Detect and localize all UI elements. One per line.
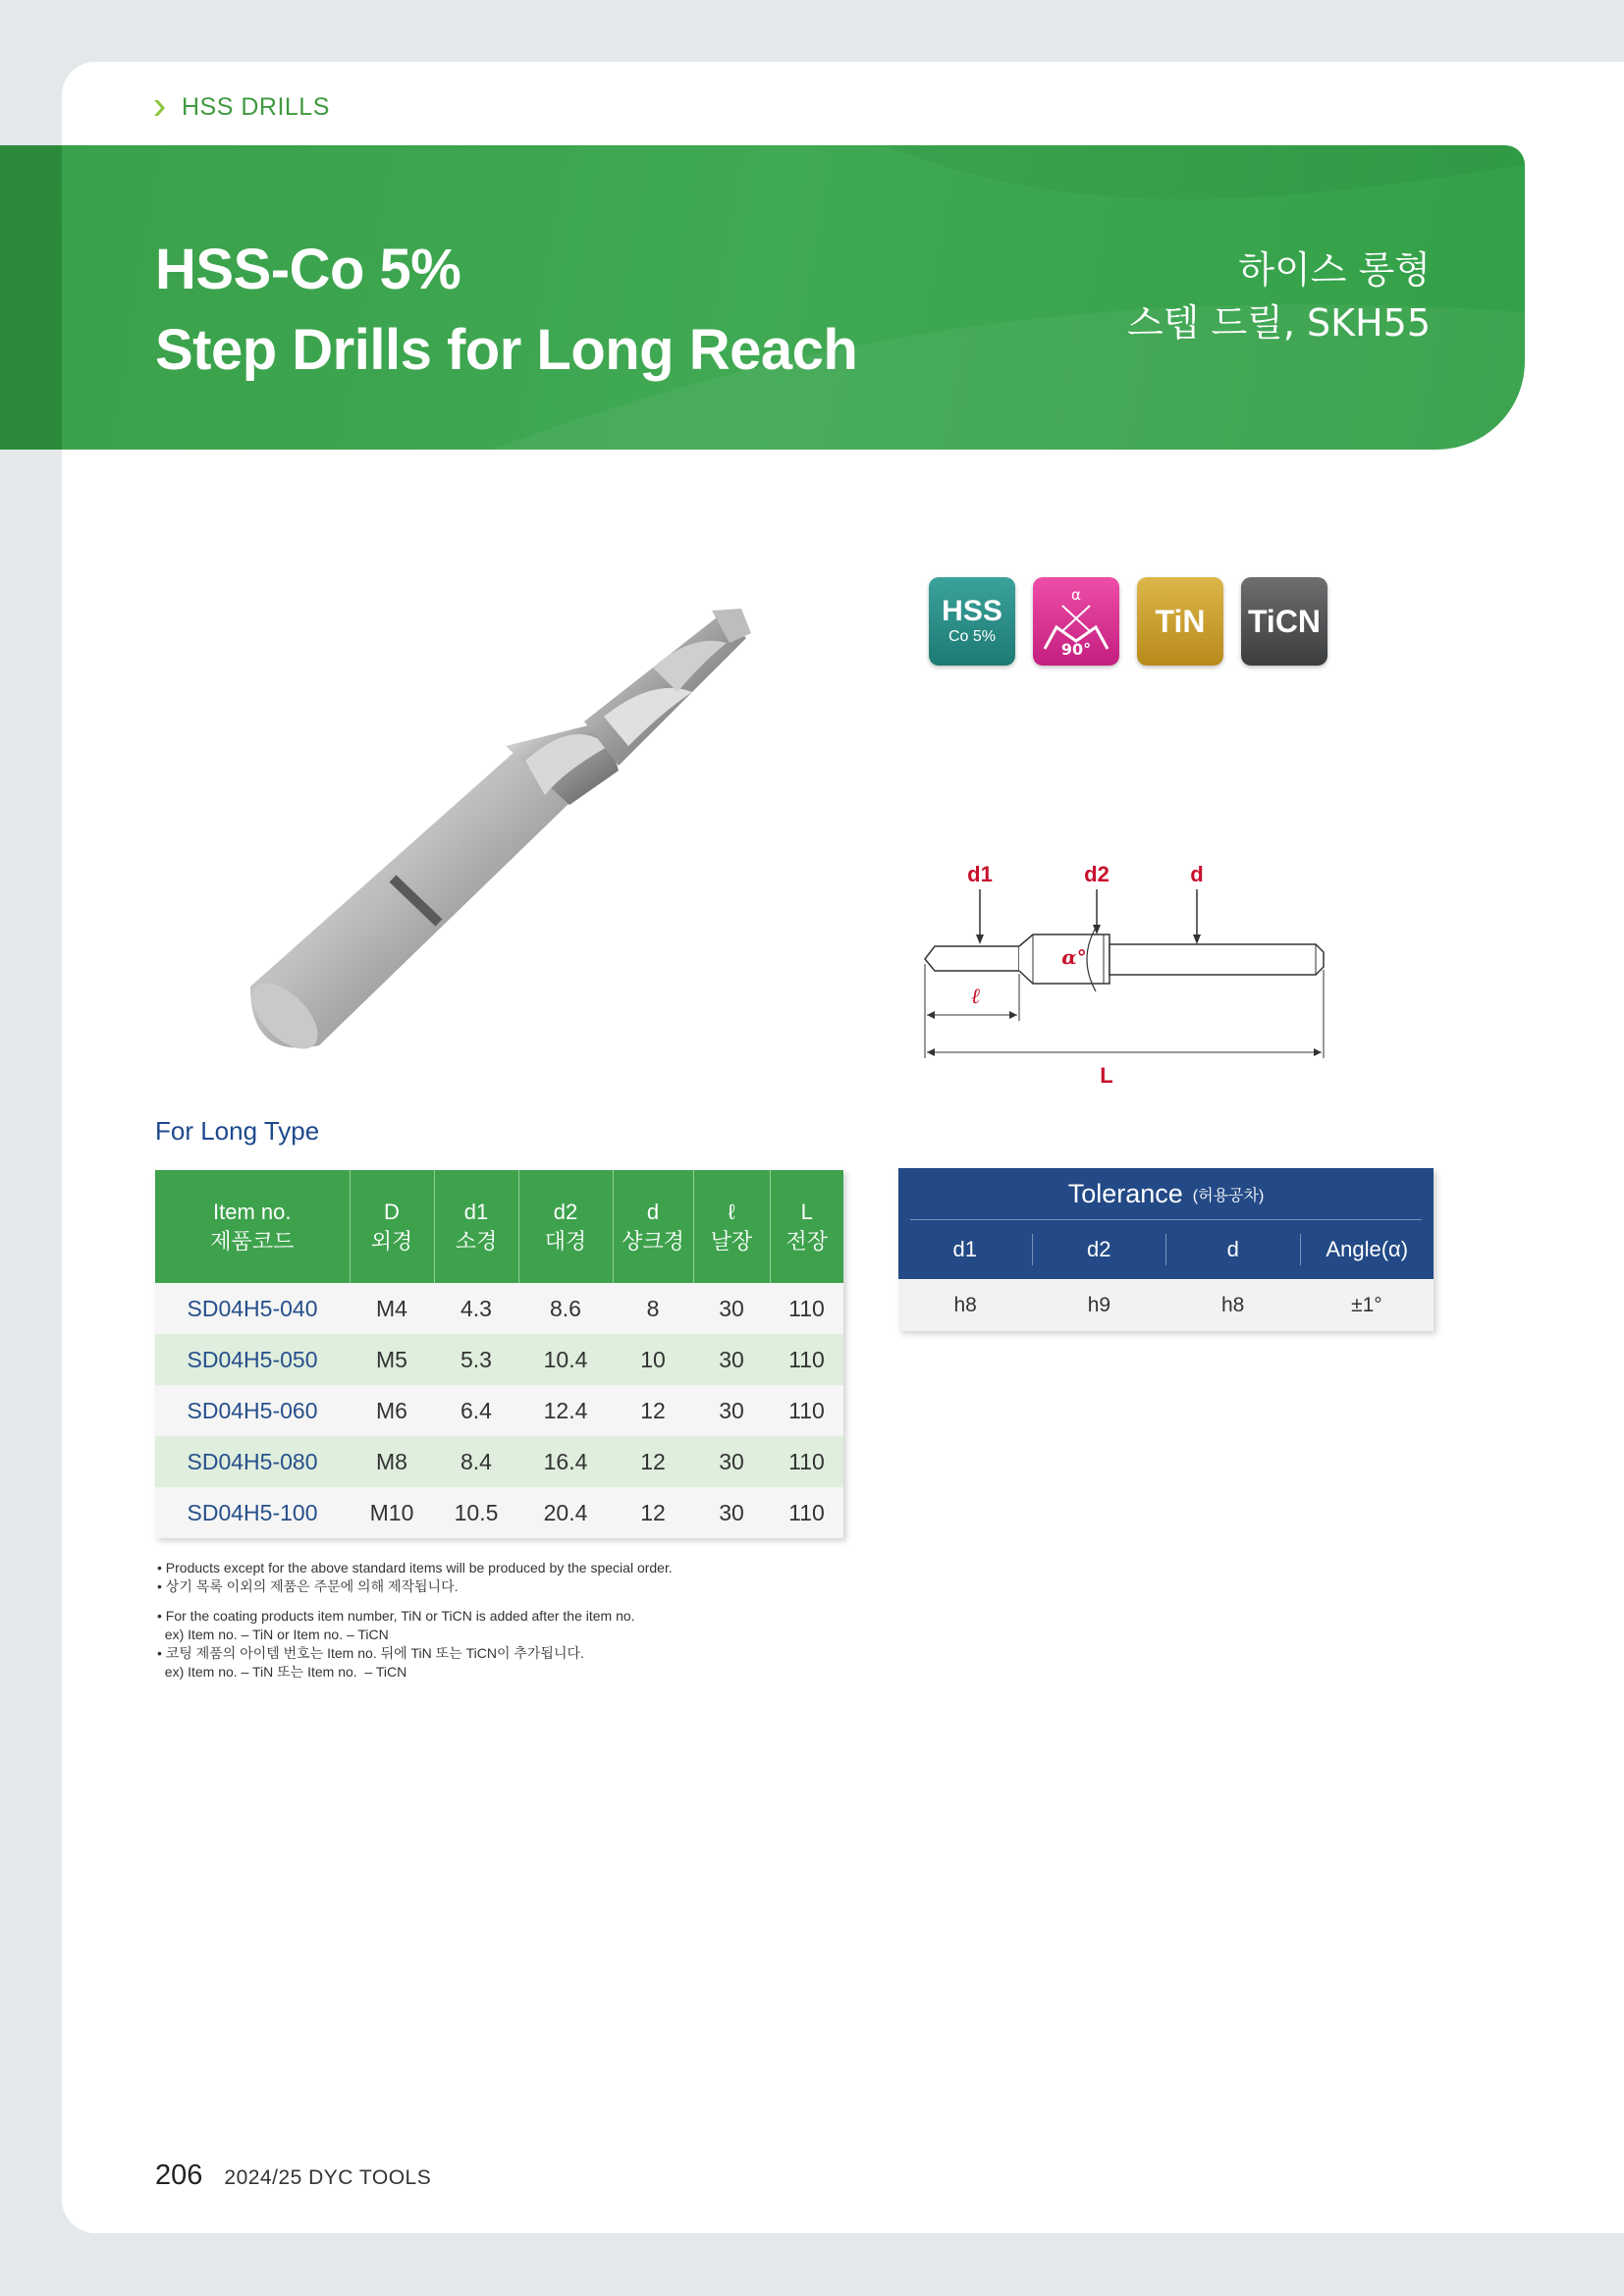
banner-stripe xyxy=(0,145,62,450)
angle-badge-value: 90° xyxy=(1060,640,1092,659)
title-line-1: HSS-Co 5% xyxy=(155,238,461,301)
item-code-cell: SD04H5-050 xyxy=(155,1334,350,1385)
tolerance-value: h8 xyxy=(1220,1293,1245,1316)
tolerance-values-row xyxy=(898,1279,1434,1331)
title-banner xyxy=(0,145,1525,450)
table-cell: 12 xyxy=(613,1487,693,1538)
tolerance-value: ±1° xyxy=(1351,1293,1382,1316)
column-header-d2: d2 대경 xyxy=(518,1170,613,1283)
table-cell: 30 xyxy=(693,1283,770,1334)
tolerance-title-en: Tolerance xyxy=(1067,1178,1183,1208)
note-coating-example-kr: ex) Item no. – TiN 또는 Item no. – TiCN xyxy=(157,1664,407,1680)
table-cell: 5.3 xyxy=(434,1334,518,1385)
table-cell: 110 xyxy=(770,1283,843,1334)
note-special-order-en: • Products except for the above standard items will be produced by the special order. xyxy=(157,1560,673,1575)
table-cell: M6 xyxy=(350,1385,434,1436)
table-row xyxy=(155,1436,843,1487)
item-code-cell: SD04H5-060 xyxy=(155,1385,350,1436)
tolerance-table xyxy=(898,1168,1434,1331)
table-cell: 8 xyxy=(613,1283,693,1334)
tin-coating-badge xyxy=(1137,577,1223,666)
table-cell: 8.4 xyxy=(434,1436,518,1487)
tolerance-title xyxy=(910,1168,1422,1220)
diagram-label-L: L xyxy=(1100,1063,1113,1088)
catalog-brand: 2024/25 DYC TOOLS xyxy=(224,2166,432,2189)
dimension-diagram xyxy=(913,854,1326,1090)
material-badges xyxy=(929,577,1327,666)
table-cell: M5 xyxy=(350,1334,434,1385)
table-cell: 110 xyxy=(770,1334,843,1385)
table-cell: 30 xyxy=(693,1436,770,1487)
product-table xyxy=(155,1170,843,1538)
tolerance-column-d2: d2 xyxy=(1032,1234,1166,1265)
point-angle-icon xyxy=(1041,584,1111,659)
hss-badge-sublabel: Co 5% xyxy=(947,628,997,645)
table-cell: 30 xyxy=(693,1334,770,1385)
chevron-right-icon xyxy=(152,99,168,117)
column-header-flute-length: ℓ 날장 xyxy=(693,1170,770,1283)
table-cell: 10.5 xyxy=(434,1487,518,1538)
column-header-item-no: Item no. 제품코드 xyxy=(155,1170,350,1283)
table-cell: 110 xyxy=(770,1487,843,1538)
diagram-label-l: ℓ xyxy=(971,984,981,1009)
table-cell: 16.4 xyxy=(518,1436,613,1487)
table-cell: 20.4 xyxy=(518,1487,613,1538)
page-title-korean xyxy=(1127,243,1431,349)
tolerance-title-kr: (허용공차) xyxy=(1192,1187,1265,1204)
diagram-label-d: d xyxy=(1190,862,1204,886)
table-row xyxy=(155,1385,843,1436)
table-row xyxy=(155,1283,843,1334)
note-coating-example-en: ex) Item no. – TiN or Item no. – TiCN xyxy=(157,1627,389,1642)
table-cell: 110 xyxy=(770,1385,843,1436)
tolerance-column-angle: Angle(α) xyxy=(1300,1234,1435,1265)
point-angle-badge xyxy=(1033,577,1119,666)
hss-badge-label: HSS xyxy=(942,595,1002,627)
column-header-D: D 외경 xyxy=(350,1170,434,1283)
table-cell: 12 xyxy=(613,1385,693,1436)
note-coating-kr: • 코팅 제품의 아이템 번호는 Item no. 뒤에 TiN 또는 TiCN이 추가됩니다. xyxy=(157,1645,584,1661)
table-cell: 30 xyxy=(693,1487,770,1538)
tolerance-value: h9 xyxy=(1087,1293,1111,1316)
note-special-order-kr: • 상기 목록 이외의 제품은 주문에 의해 제작됩니다. xyxy=(157,1578,459,1594)
ticn-badge-label: TiCN xyxy=(1247,603,1322,639)
table-cell: 12 xyxy=(613,1436,693,1487)
table-row xyxy=(155,1487,843,1538)
breadcrumb xyxy=(152,93,330,122)
note-coating-en: • For the coating products item number, TiN or TiCN is added after the item no. xyxy=(157,1608,635,1624)
ticn-coating-badge xyxy=(1241,577,1327,666)
angle-badge-alpha: α xyxy=(1071,586,1081,604)
footnotes xyxy=(157,1559,673,1682)
breadcrumb-label: HSS DRILLS xyxy=(182,93,330,121)
tin-badge-label: TiN xyxy=(1155,603,1206,639)
table-cell: 4.3 xyxy=(434,1283,518,1334)
table-cell: 10.4 xyxy=(518,1334,613,1385)
item-code-cell: SD04H5-100 xyxy=(155,1487,350,1538)
table-cell: 110 xyxy=(770,1436,843,1487)
title-kr-line-1: 하이스 롱형 xyxy=(1238,248,1431,292)
tolerance-value: h8 xyxy=(953,1293,977,1316)
title-kr-line-2: 스텝 드릴, SKH55 xyxy=(1126,301,1431,345)
table-row xyxy=(155,1334,843,1385)
hss-badge xyxy=(929,577,1015,666)
table-cell: 12.4 xyxy=(518,1385,613,1436)
tolerance-header xyxy=(898,1168,1434,1279)
title-line-2: Step Drills for Long Reach xyxy=(155,318,858,382)
table-cell: 30 xyxy=(693,1385,770,1436)
column-header-L: L 전장 xyxy=(770,1170,843,1283)
table-cell: 8.6 xyxy=(518,1283,613,1334)
table-cell: M10 xyxy=(350,1487,434,1538)
table-cell: M8 xyxy=(350,1436,434,1487)
tolerance-column-d1: d1 xyxy=(952,1237,977,1261)
section-title: For Long Type xyxy=(155,1116,320,1146)
column-header-d1: d1 소경 xyxy=(434,1170,518,1283)
table-cell: M4 xyxy=(350,1283,434,1334)
table-header-row xyxy=(155,1170,843,1283)
diagram-label-alpha: α° xyxy=(1061,945,1087,969)
diagram-label-d1: d1 xyxy=(967,862,993,886)
tolerance-columns xyxy=(898,1220,1434,1279)
table-cell: 6.4 xyxy=(434,1385,518,1436)
page-footer xyxy=(155,2160,431,2192)
diagram-label-d2: d2 xyxy=(1084,862,1110,886)
step-drill-image xyxy=(231,599,761,1070)
page-number: 206 xyxy=(155,2160,203,2191)
tolerance-column-d: d xyxy=(1165,1234,1300,1265)
item-code-cell: SD04H5-040 xyxy=(155,1283,350,1334)
table-cell: 10 xyxy=(613,1334,693,1385)
item-code-cell: SD04H5-080 xyxy=(155,1436,350,1487)
page-title xyxy=(155,230,857,391)
column-header-d: d 샹크경 xyxy=(613,1170,693,1283)
